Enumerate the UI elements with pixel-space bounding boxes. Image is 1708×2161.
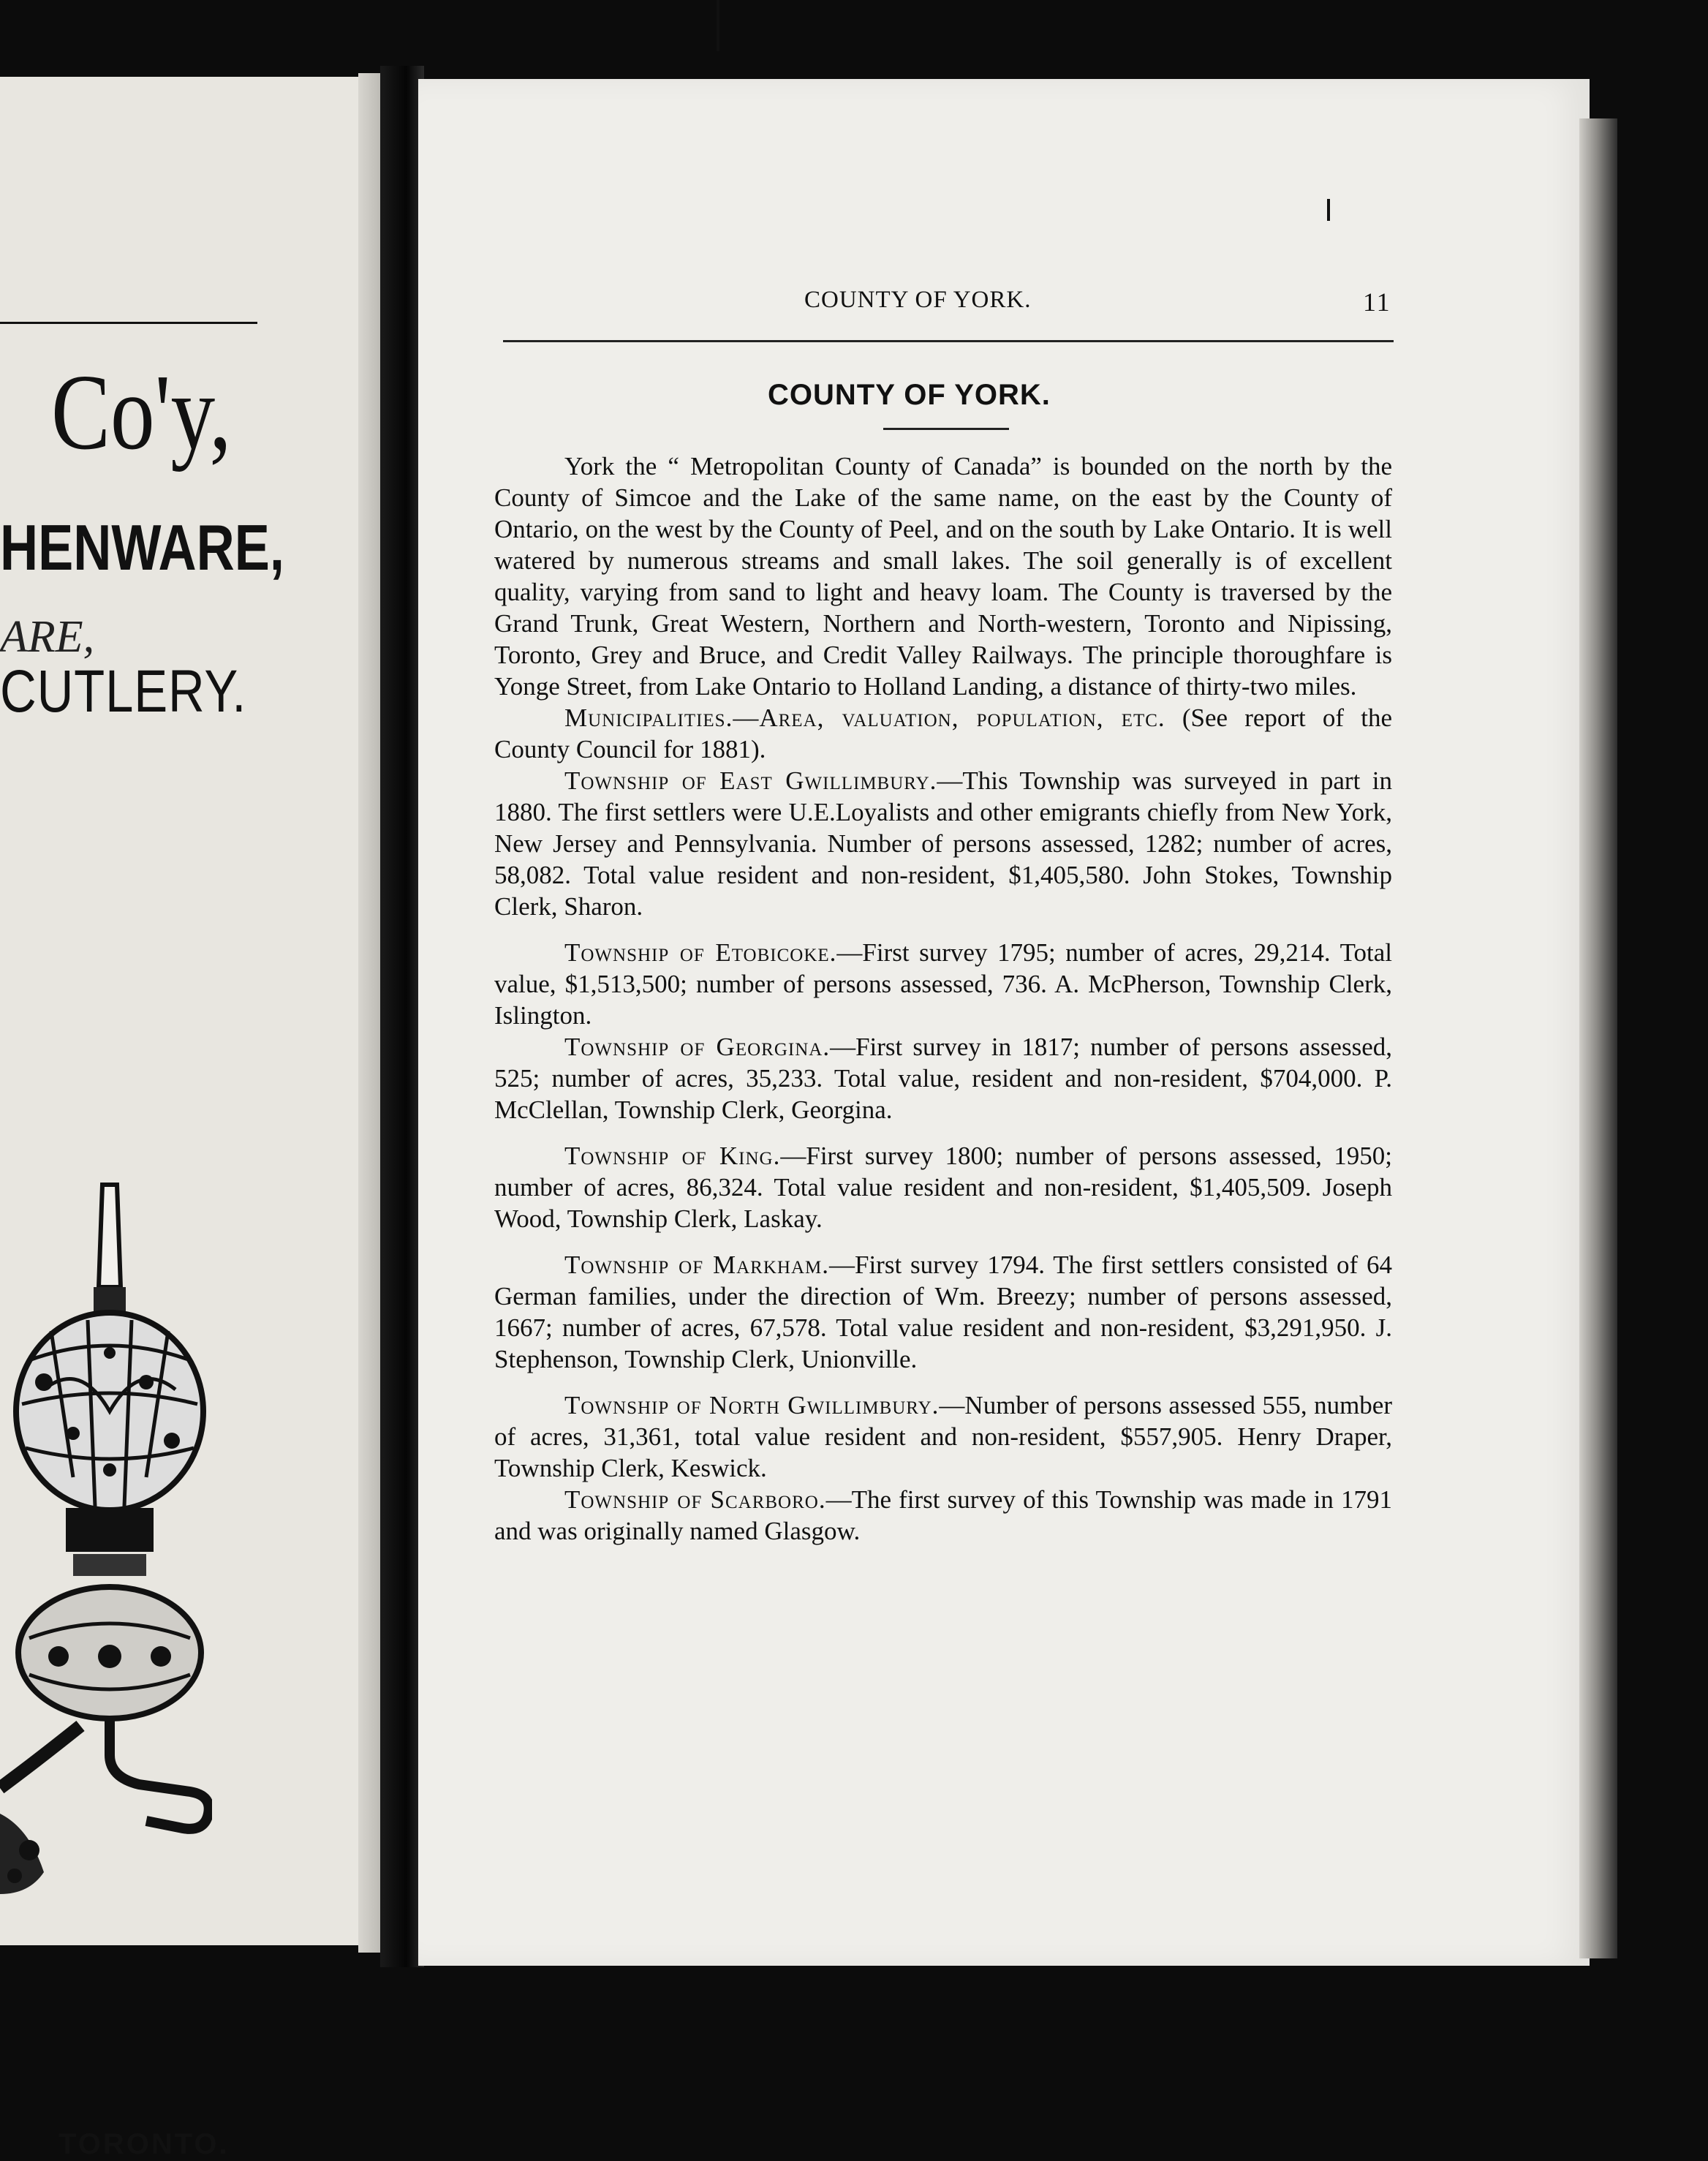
advert-glassware-line: ARE, (0, 612, 95, 662)
township-king (494, 1140, 1392, 1234)
intro-paragraph (494, 450, 1392, 702)
title-rule (883, 428, 1009, 430)
paragraph-lead: Township of Georgina. (564, 1033, 831, 1061)
article-body (494, 450, 1392, 1547)
page-number: 11 (1363, 287, 1391, 317)
article-title: COUNTY OF YORK. (768, 379, 1051, 411)
paragraph-lead: Township of Markham. (564, 1251, 829, 1279)
paragraph-text: —First survey 1800; number of persons assessed, 1950; number of acres, 86,324. Total value resident and non-resident, $1,405,509. Joseph Wood, Township Clerk, Laskay. (494, 1142, 1392, 1233)
advert-rule (0, 322, 257, 324)
left-page-advert (0, 77, 358, 2160)
paragraph-lead: Township of Etobicoke. (564, 938, 837, 967)
paragraph-text: —Number of persons assessed 555, number of acres, 31,361, total value resident and non-resident, $557,905. Henry Draper, Township Clerk, Keswick. (494, 1391, 1392, 1482)
paragraph-lead: Township of East Gwillimbury. (564, 766, 937, 795)
film-scratch (1327, 199, 1330, 221)
municipalities-paragraph (494, 702, 1392, 765)
film-scratch (717, 0, 719, 51)
paragraph-lead: Municipalities.—Area, valuation, population, etc. (564, 704, 1165, 732)
township-etobicoke (494, 937, 1392, 1031)
paragraph-lead: Township of North Gwillimbury. (564, 1391, 940, 1419)
right-page-edge (1579, 118, 1617, 1958)
running-head-rule (503, 340, 1394, 342)
township-georgina (494, 1031, 1392, 1125)
paragraph-text: —First survey in 1817; number of persons assessed, 525; number of acres, 35,233. Total value, resident and non-resident, $704,000. P. McClellan, Township Clerk, Georgina. (494, 1033, 1392, 1124)
advert-city: TORONTO. (58, 2128, 230, 2160)
paragraph-text: —This Township was surveyed in part in 1880. The first settlers were U.E.Loyalists and other emigrants chiefly from New York, New Jersey and Pennsylvania. Number of persons assessed, 1282; number of acres, 58,082. Total value resident and non-resident, $1,405,580. John Stokes, Township Clerk, Sharon. (494, 766, 1392, 921)
paragraph-text: —First survey 1795; number of acres, 29,214. Total value, $1,513,500; number of persons assessed, 736. A. McPherson, Township Clerk, Islington. (494, 938, 1392, 1030)
running-head: COUNTY OF YORK. (804, 287, 1032, 313)
paragraph-lead: Township of King. (564, 1142, 781, 1170)
advert-earthenware-line: HENWARE, (0, 511, 284, 584)
township-north-gwillimbury (494, 1389, 1392, 1484)
paragraph-lead: Township of Scarboro. (564, 1485, 826, 1514)
township-scarboro (494, 1484, 1392, 1547)
advert-cutlery-line: CUTLERY. (0, 658, 247, 725)
book-gutter (380, 66, 424, 1967)
advert-company-line: Co'y, (51, 352, 232, 472)
township-markham (494, 1249, 1392, 1375)
township-east-gwillimbury (494, 765, 1392, 922)
oil-lamp-illustration (0, 1170, 212, 1901)
paragraph-text: York the “ Metropolitan County of Canada” is bounded on the north by the County of Simcoe and the Lake of the same name, on the east by the County of Ontario, on the west by the County of Peel, and on the south by Lake Ontario. It is well watered by numerous streams and small lakes. The soil generally is of excellent quality, varying from sand to light and heavy loam. The County is traversed by the Grand Trunk, Great Western, Northern and North-western, Toronto and Nipissing, Toronto, Grey and Bruce, and Credit Valley Railways. The principle thoroughfare is Yonge Street, from Lake Ontario to Holland Landing, a distance of thirty-two miles. (494, 452, 1392, 701)
paragraph-text: —First survey 1794. The first settlers consisted of 64 German families, under the direction of Wm. Breezy; number of persons assessed, 1667; number of acres, 67,578. Total value resident and non-resident, $3,291,950. J. Stephenson, Township Clerk, Unionville. (494, 1251, 1392, 1373)
paragraph-text: —The first survey of this Township was made in 1791 and was originally named Glasgow. (494, 1485, 1392, 1545)
paragraph-text: (See report of the County Council for 1881). (494, 704, 1392, 763)
